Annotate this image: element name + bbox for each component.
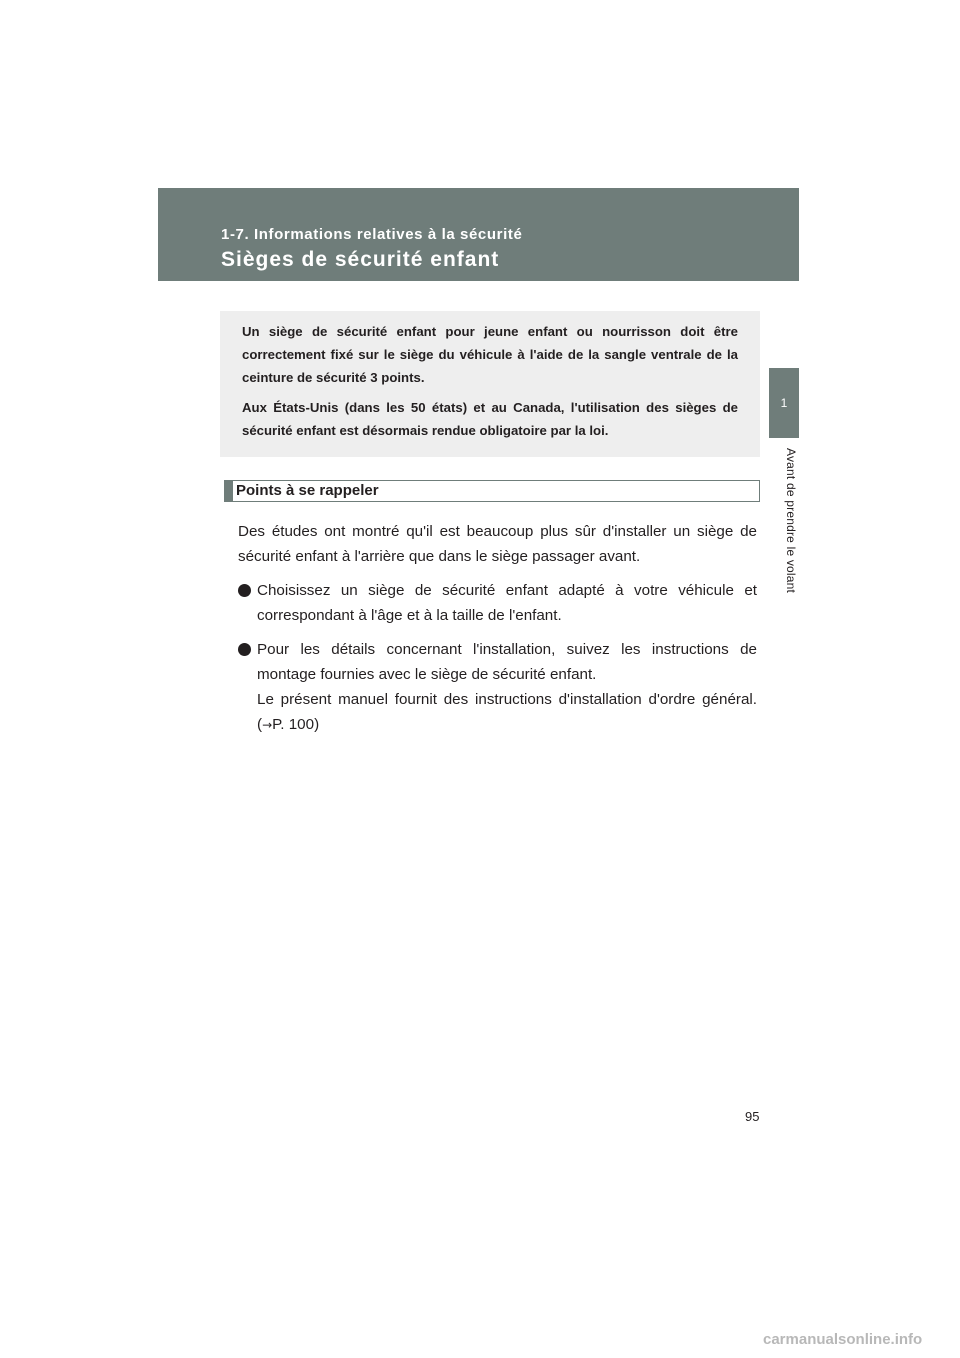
bullet-text: Pour les détails concernant l'installation, suivez les instructions de montage fournies avec le siège de sécurité enfant. xyxy=(257,641,757,683)
page-title: Sièges de sécurité enfant xyxy=(221,248,500,271)
bullet-continuation xyxy=(257,687,757,738)
intro-paragraph: Un siège de sécurité enfant pour jeune enfant ou nourrisson doit être correctement fixé sur le siège du véhicule à l'aide de la sangle ventrale de la ceinture de sécurité 3 points. xyxy=(242,324,738,385)
bullet-icon xyxy=(238,584,251,597)
section-label: 1-7. Informations relatives à la sécurité xyxy=(221,226,523,243)
watermark: carmanualsonline.info xyxy=(763,1331,923,1348)
bullet-icon xyxy=(238,643,251,656)
arrow-icon: → xyxy=(262,718,273,732)
chapter-label: Avant de prendre le volant xyxy=(784,448,798,594)
list-item xyxy=(238,637,757,738)
continuation-text: Le présent manuel fournit des instructions d'installation d'ordre général. ( xyxy=(257,691,757,733)
section-body xyxy=(238,519,757,738)
chapter-tab: 1 xyxy=(769,368,799,438)
section-heading: Points à se rappeler xyxy=(224,480,760,502)
page-number: 95 xyxy=(745,1109,760,1124)
page-reference: P. 100) xyxy=(272,716,320,733)
chapter-header xyxy=(158,188,799,281)
bullet-list xyxy=(238,578,757,738)
bullet-text: Choisissez un siège de sécurité enfant adapté à votre véhicule et correspondant à l'âge et à la taille de l'enfant. xyxy=(257,582,757,624)
body-paragraph: Des études ont montré qu'il est beaucoup plus sûr d'installer un siège de sécurité enfant à l'arrière que dans le siège passager avant. xyxy=(238,523,757,565)
list-item xyxy=(238,578,757,628)
intro-paragraph: Aux États-Unis (dans les 50 états) et au Canada, l'utilisation des sièges de sécurité enfant est désormais rendue obligatoire par la loi. xyxy=(242,400,738,438)
intro-box xyxy=(220,311,760,457)
